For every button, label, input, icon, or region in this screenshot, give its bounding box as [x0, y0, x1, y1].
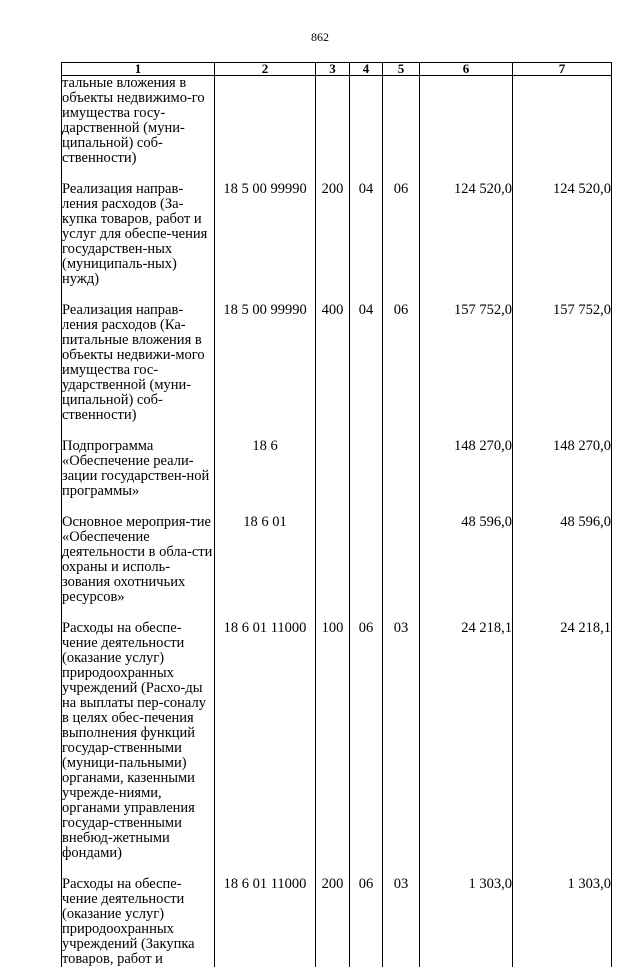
spacer-cell [62, 605, 215, 621]
subsection-cell: 06 [383, 182, 420, 287]
spacer-cell [215, 605, 316, 621]
table-row [62, 621, 612, 861]
spacer-cell [383, 166, 420, 182]
spacer-cell [513, 166, 612, 182]
amount-cell [420, 76, 513, 167]
spacer-cell [350, 166, 383, 182]
spacer-cell [513, 605, 612, 621]
spacer-cell [383, 287, 420, 303]
spacer-cell [316, 423, 350, 439]
amount-cell: 148 270,0 [420, 439, 513, 499]
table-row [62, 76, 612, 167]
target-code-cell: 18 5 00 99990 [215, 303, 316, 423]
row-spacer [62, 423, 612, 439]
spacer-cell [420, 166, 513, 182]
expense-name-cell: Расходы на обеспе-чение деятельности (оказание услуг) природоохранных учреждений (Закупка товаров, работ и [62, 877, 215, 967]
table-row [62, 303, 612, 423]
subsection-cell: 03 [383, 621, 420, 861]
spacer-cell [316, 605, 350, 621]
spacer-cell [215, 287, 316, 303]
column-header: 4 [350, 63, 383, 76]
spacer-cell [350, 605, 383, 621]
column-header: 7 [513, 63, 612, 76]
expense-type-cell [316, 515, 350, 605]
spacer-cell [62, 287, 215, 303]
section-cell: 04 [350, 182, 383, 287]
expense-type-cell: 200 [316, 182, 350, 287]
row-spacer [62, 166, 612, 182]
expense-name-cell: Подпрограмма «Обеспечение реали-зации государствен-ной программы» [62, 439, 215, 499]
expense-type-cell: 400 [316, 303, 350, 423]
amount-cell: 48 596,0 [420, 515, 513, 605]
spacer-cell [62, 861, 215, 877]
spacer-cell [383, 605, 420, 621]
amount-cell: 157 752,0 [513, 303, 612, 423]
expense-name-cell: Реализация направ-ления расходов (За-купка товаров, работ и услуг для обеспе-чения государствен-ных (муниципаль-ных) нужд) [62, 182, 215, 287]
amount-cell [513, 76, 612, 167]
amount-cell: 24 218,1 [420, 621, 513, 861]
spacer-cell [420, 605, 513, 621]
amount-cell: 1 303,0 [420, 877, 513, 967]
amount-cell: 148 270,0 [513, 439, 612, 499]
section-cell [350, 76, 383, 167]
amount-cell: 124 520,0 [420, 182, 513, 287]
spacer-cell [62, 499, 215, 515]
spacer-cell [383, 423, 420, 439]
column-header: 2 [215, 63, 316, 76]
column-header: 1 [62, 63, 215, 76]
spacer-cell [513, 423, 612, 439]
table-header-row [62, 63, 612, 76]
spacer-cell [383, 499, 420, 515]
table-row [62, 439, 612, 499]
column-header: 5 [383, 63, 420, 76]
subsection-cell: 06 [383, 303, 420, 423]
amount-cell: 124 520,0 [513, 182, 612, 287]
table-body [62, 76, 612, 967]
amount-cell: 24 218,1 [513, 621, 612, 861]
spacer-cell [383, 861, 420, 877]
row-spacer [62, 287, 612, 303]
spacer-cell [420, 423, 513, 439]
table-row [62, 182, 612, 287]
spacer-cell [420, 861, 513, 877]
expense-type-cell [316, 439, 350, 499]
row-spacer [62, 499, 612, 515]
spacer-cell [350, 287, 383, 303]
spacer-cell [316, 287, 350, 303]
amount-cell: 48 596,0 [513, 515, 612, 605]
section-cell [350, 439, 383, 499]
spacer-cell [215, 423, 316, 439]
expense-name-cell: Реализация направ-ления расходов (Ка-питальные вложения в объекты недвижи-мого имущества гос-ударственной (муни-ципальной) соб-ственности) [62, 303, 215, 423]
subsection-cell [383, 439, 420, 499]
amount-cell: 157 752,0 [420, 303, 513, 423]
subsection-cell [383, 515, 420, 605]
section-cell: 04 [350, 303, 383, 423]
spacer-cell [215, 499, 316, 515]
spacer-cell [513, 287, 612, 303]
spacer-cell [316, 166, 350, 182]
expense-name-cell: Основное мероприя-тие «Обеспечение деятельности в обла-сти охраны и исполь-зования охотничьих ресурсов» [62, 515, 215, 605]
expense-name-cell: тальные вложения в объекты недвижимо-го имущества госу-дарственной (муни-ципальной) соб-ственности) [62, 76, 215, 167]
expense-name-cell: Расходы на обеспе-чение деятельности (оказание услуг) природоохранных учреждений (Расхо-ды на выплаты пер-соналу в целях обес-печения выполнения функций государ-ственными (муници-пальными) органами, казенными учрежде-ниями, органами управления государ-ственными внебюд-жетными фондами) [62, 621, 215, 861]
spacer-cell [420, 287, 513, 303]
spacer-cell [350, 861, 383, 877]
target-code-cell: 18 6 [215, 439, 316, 499]
spacer-cell [316, 861, 350, 877]
expense-type-cell: 100 [316, 621, 350, 861]
budget-table [61, 62, 612, 967]
spacer-cell [420, 499, 513, 515]
section-cell [350, 515, 383, 605]
spacer-cell [62, 423, 215, 439]
target-code-cell: 18 6 01 11000 [215, 877, 316, 967]
target-code-cell: 18 5 00 99990 [215, 182, 316, 287]
subsection-cell [383, 76, 420, 167]
target-code-cell: 18 6 01 [215, 515, 316, 605]
target-code-cell [215, 76, 316, 167]
table-row [62, 877, 612, 967]
row-spacer [62, 861, 612, 877]
spacer-cell [350, 423, 383, 439]
spacer-cell [513, 499, 612, 515]
amount-cell: 1 303,0 [513, 877, 612, 967]
page-number: 862 [0, 30, 640, 45]
section-cell: 06 [350, 621, 383, 861]
row-spacer [62, 605, 612, 621]
spacer-cell [215, 861, 316, 877]
table-row [62, 515, 612, 605]
expense-type-cell [316, 76, 350, 167]
spacer-cell [62, 166, 215, 182]
column-header: 6 [420, 63, 513, 76]
section-cell: 06 [350, 877, 383, 967]
column-header: 3 [316, 63, 350, 76]
target-code-cell: 18 6 01 11000 [215, 621, 316, 861]
spacer-cell [215, 166, 316, 182]
expense-type-cell: 200 [316, 877, 350, 967]
spacer-cell [513, 861, 612, 877]
spacer-cell [316, 499, 350, 515]
subsection-cell: 03 [383, 877, 420, 967]
spacer-cell [350, 499, 383, 515]
